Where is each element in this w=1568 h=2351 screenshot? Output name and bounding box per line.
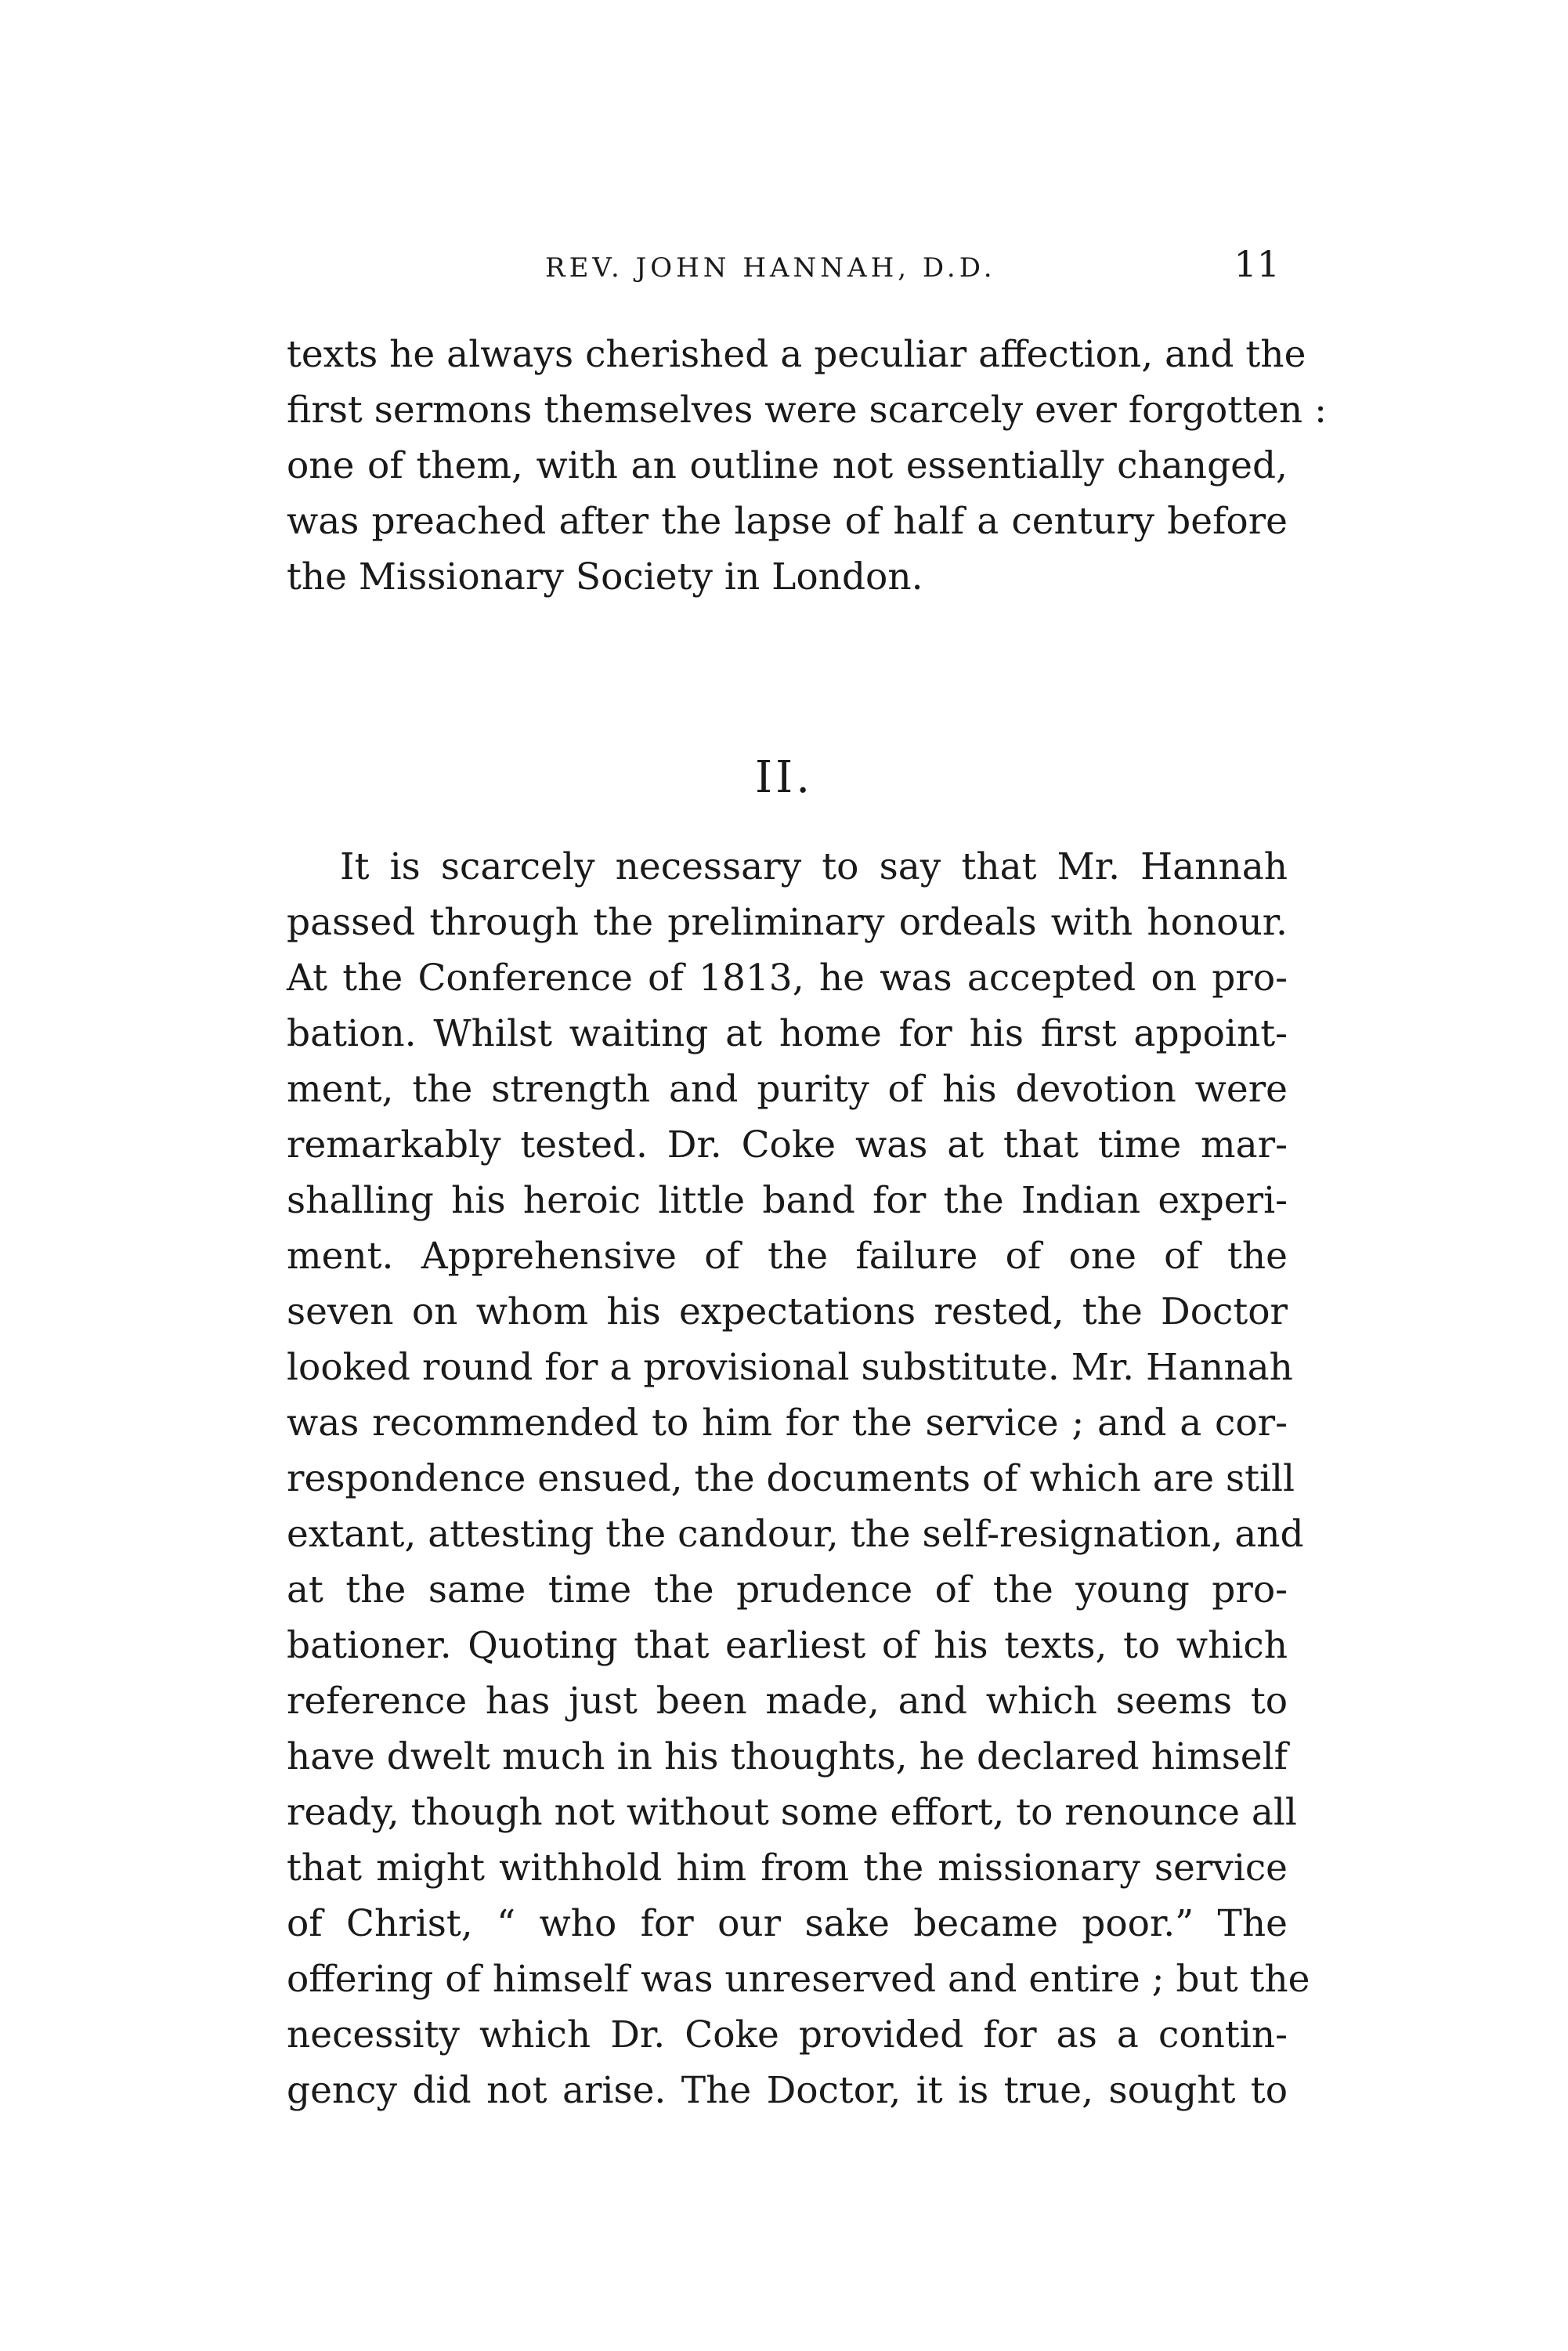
text-line: texts he always cherished a peculiar affection, and the (287, 333, 1306, 376)
text-line: that might withhold him from the missionary service (287, 1846, 1288, 1890)
text-line: at the same time the prudence of the young pro- (287, 1568, 1288, 1611)
text-line: necessity which Dr. Coke provided for as a contin- (287, 2013, 1288, 2056)
running-title: REV. JOHN HANNAH, D.D. (545, 252, 996, 284)
text-line: offering of himself was unreserved and entire ; but the (287, 1958, 1310, 2001)
text-line: reference has just been made, and which seems to (287, 1680, 1288, 1723)
text-line: bationer. Quoting that earliest of his texts, to which (287, 1624, 1288, 1667)
text-line: one of them, with an outline not essentially changed, (287, 444, 1288, 487)
text-line: gency did not arise. The Doctor, it is true, sought to (287, 2069, 1288, 2112)
text-line: At the Conference of 1813, he was accepted on pro- (287, 957, 1288, 1000)
text-line: shalling his heroic little band for the Indian experi- (287, 1179, 1288, 1222)
text-line: was preached after the lapse of half a century before (287, 500, 1288, 543)
page-number: 11 (1234, 243, 1280, 285)
text-line: remarkably tested. Dr. Coke was at that time mar- (287, 1123, 1288, 1166)
text-line: the Missionary Society in London. (287, 555, 923, 599)
text-line: seven on whom his expectations rested, the Doctor (287, 1290, 1288, 1333)
text-line: bation. Whilst waiting at home for his first appoint- (287, 1012, 1288, 1055)
text-line: first sermons themselves were scarcely ever forgotten : (287, 389, 1327, 432)
text-line: passed through the preliminary ordeals with honour. (287, 901, 1288, 944)
text-line: was recommended to him for the service ; and a cor- (287, 1402, 1288, 1445)
text-line: respondence ensued, the documents of which are still (287, 1457, 1295, 1500)
text-line: ready, though not without some effort, to renounce all (287, 1791, 1297, 1834)
text-line: looked round for a provisional substitute. Mr. Hannah (287, 1346, 1293, 1389)
text-line: extant, attesting the candour, the self-resignation, and (287, 1513, 1304, 1556)
text-line: of Christ, “ who for our sake became poor.” The (287, 1902, 1288, 1945)
running-head (287, 243, 1288, 290)
text-line: ment, the strength and purity of his devotion were (287, 1068, 1288, 1111)
section-heading: II. (754, 752, 814, 803)
text-line: have dwelt much in his thoughts, he declared himself (287, 1735, 1288, 1778)
text-line: ment. Apprehensive of the failure of one of the (287, 1235, 1288, 1278)
text-line: It is scarcely necessary to say that Mr. Hannah (340, 845, 1288, 888)
